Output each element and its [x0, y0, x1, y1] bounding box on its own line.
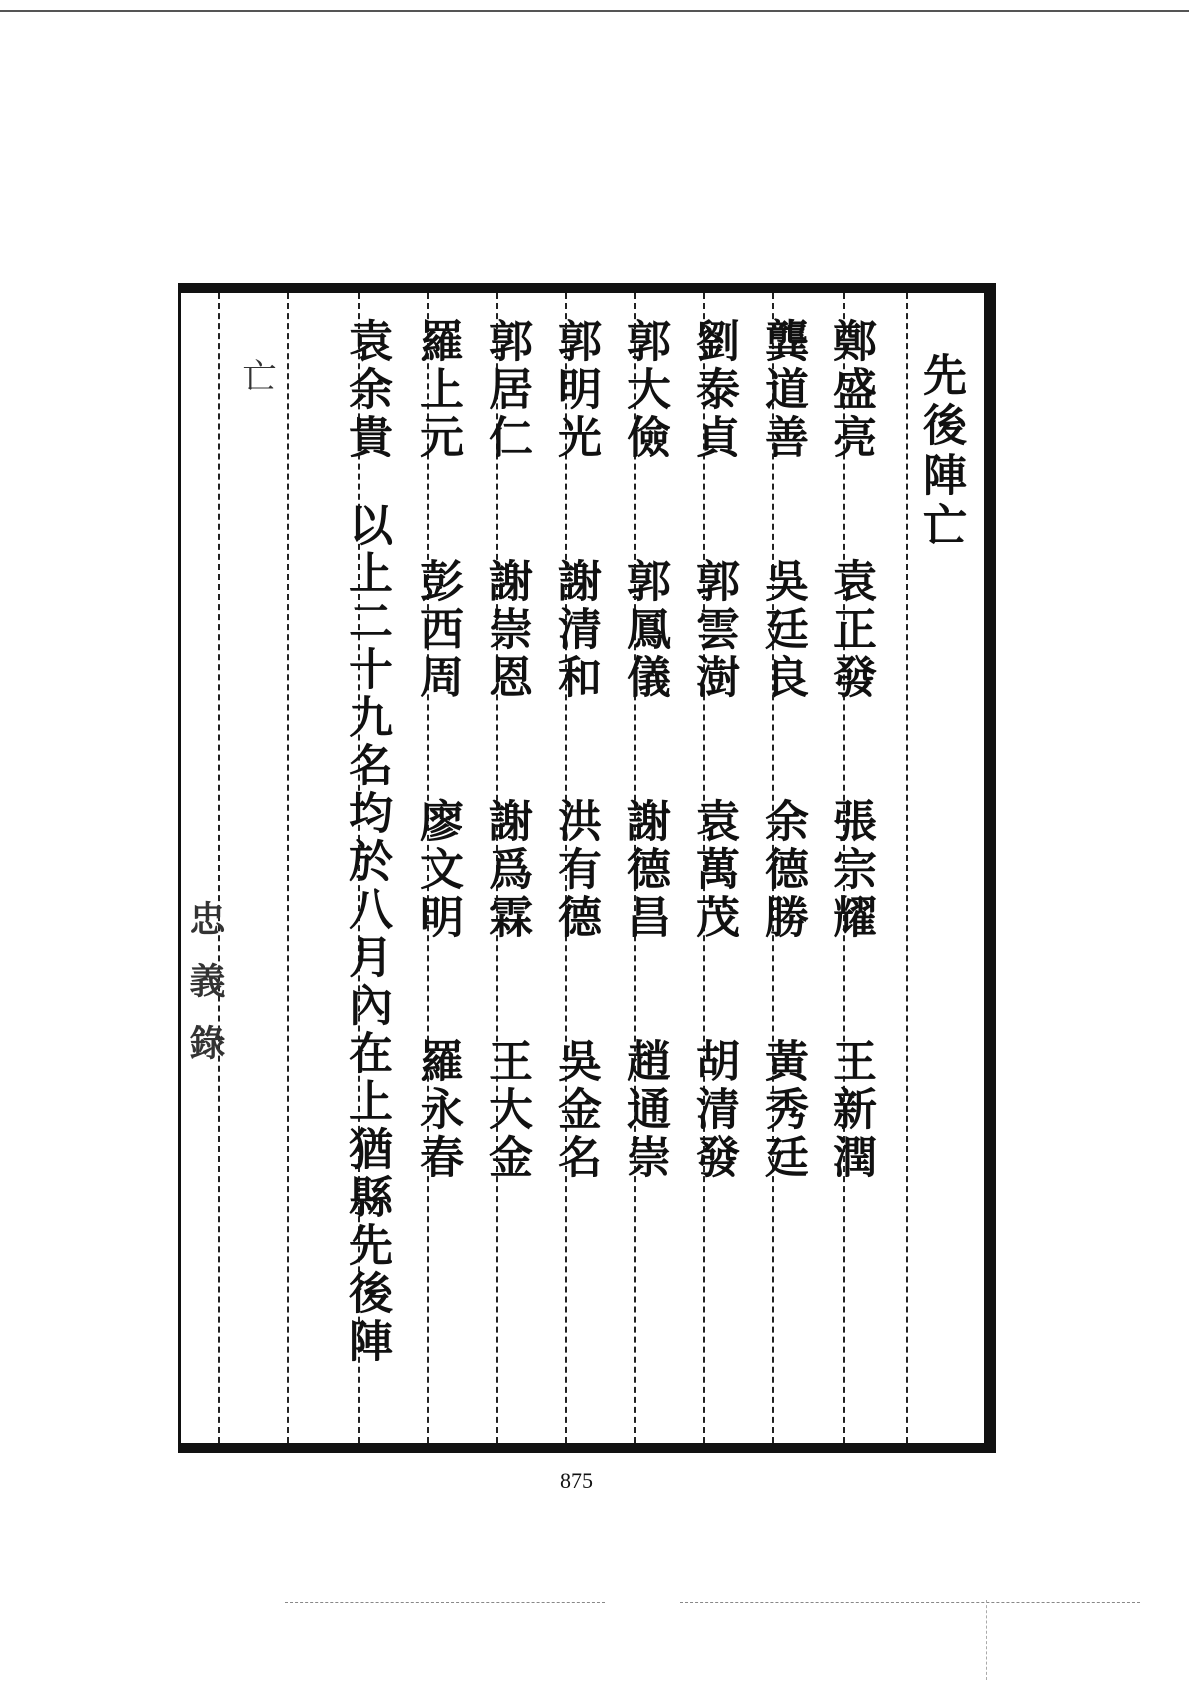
page-number: 875 — [560, 1468, 593, 1493]
name-entry: 劉泰貞 — [688, 318, 739, 462]
name-entry: 余德勝 — [757, 798, 808, 942]
name-entry: 洪有德 — [550, 798, 601, 942]
name-entry: 趙通崇 — [619, 1038, 670, 1182]
scan-artifact-line — [680, 1602, 1140, 1603]
name-entry: 吳廷良 — [757, 558, 808, 702]
name-entry: 王新潤 — [825, 1038, 876, 1182]
column-rule — [218, 293, 220, 1443]
name-entry: 羅永春 — [412, 1038, 463, 1182]
scan-artifact-tick — [986, 1600, 987, 1680]
name-column-1 — [820, 318, 880, 1182]
name-entry: 袁萬茂 — [688, 798, 739, 942]
name-entry: 謝清和 — [550, 558, 601, 702]
name-entry: 郭明光 — [550, 318, 601, 462]
continuation-mark: 亡 — [236, 358, 276, 392]
name-entry: 郭雲澍 — [688, 558, 739, 702]
name-entry: 郭鳳儀 — [619, 558, 670, 702]
name-column-8 — [336, 318, 396, 1366]
name-column-3 — [683, 318, 743, 1182]
name-column-6 — [476, 318, 536, 1182]
margin-book-title: 忠義錄 — [184, 900, 226, 1086]
name-entry: 袁余貴 — [341, 318, 392, 462]
name-column-4 — [614, 318, 674, 1182]
name-entry: 謝德昌 — [619, 798, 670, 942]
name-entry: 郭大儉 — [619, 318, 670, 462]
name-column-5 — [545, 318, 605, 1182]
name-entry: 謝崇恩 — [481, 558, 532, 702]
name-entry: 胡清發 — [688, 1038, 739, 1182]
scan-artifact-line — [285, 1602, 605, 1603]
name-entry: 謝爲霖 — [481, 798, 532, 942]
summary-text: 以上二十九名均於八月內在上猶縣先後陣 — [341, 502, 392, 1366]
name-entry: 郭居仁 — [481, 318, 532, 462]
frame-left-edge — [178, 283, 181, 1453]
name-entry: 王大金 — [481, 1038, 532, 1182]
name-entry: 廖文明 — [412, 798, 463, 942]
scan-edge-line — [0, 10, 1189, 12]
name-entry: 鄭盛亮 — [825, 318, 876, 462]
section-title: 先後陣亡 — [915, 352, 966, 552]
name-entry: 黃秀廷 — [757, 1038, 808, 1182]
name-entry: 彭西周 — [412, 558, 463, 702]
name-entry: 張宗耀 — [825, 798, 876, 942]
name-column-2 — [752, 318, 812, 1182]
column-rule — [287, 293, 289, 1443]
column-rule — [906, 293, 908, 1443]
name-entry: 龔道善 — [757, 318, 808, 462]
name-entry: 袁正發 — [825, 558, 876, 702]
name-entry: 吳金名 — [550, 1038, 601, 1182]
name-entry: 羅上元 — [412, 318, 463, 462]
name-column-7 — [407, 318, 467, 1182]
